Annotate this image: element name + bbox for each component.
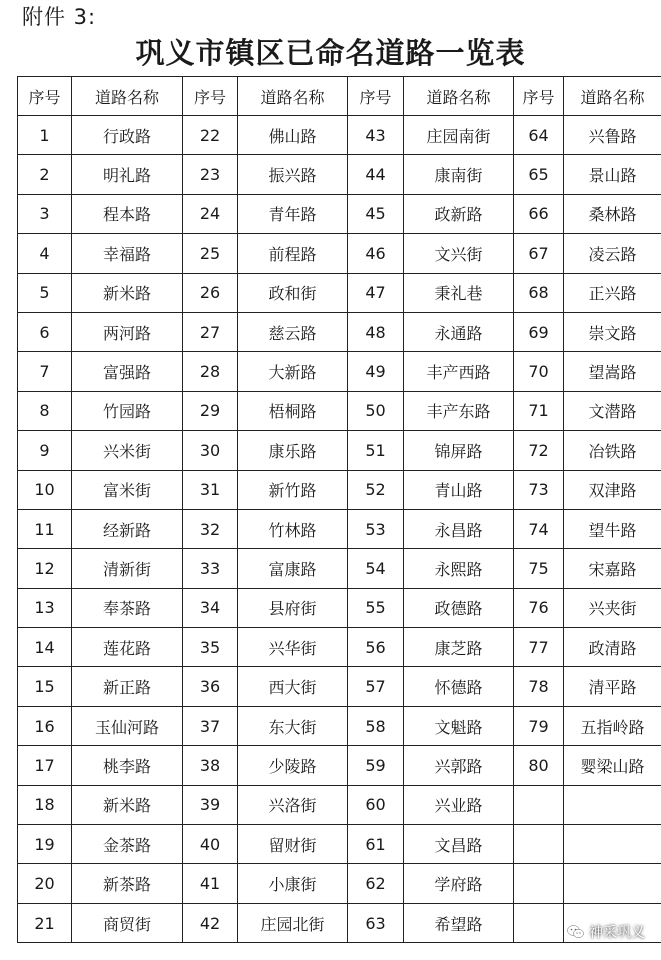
- table-row: [18, 312, 661, 351]
- road-number-cell: 57: [348, 667, 404, 706]
- road-name-cell: 永通路: [404, 312, 514, 351]
- road-name-cell: 留财街: [238, 825, 348, 864]
- road-number-cell: 59: [348, 746, 404, 785]
- road-name-cell: 崇文路: [564, 312, 661, 351]
- road-name-cell: 宋嘉路: [564, 549, 661, 588]
- column-header-number: 序号: [18, 77, 72, 116]
- road-number-cell: 43: [348, 116, 404, 155]
- road-number-cell: 31: [183, 470, 238, 509]
- road-name-cell: 竹园路: [72, 391, 183, 430]
- road-number-cell: 53: [348, 509, 404, 548]
- road-number-cell: 76: [514, 588, 564, 627]
- road-number-cell: 8: [18, 391, 72, 430]
- road-name-cell: 康南街: [404, 155, 514, 194]
- watermark-text: 神采巩义: [589, 925, 645, 941]
- road-number-cell: 2: [18, 155, 72, 194]
- road-name-cell: 正兴路: [564, 273, 661, 312]
- table-row: [18, 116, 661, 155]
- road-name-cell: 文潜路: [564, 391, 661, 430]
- road-number-cell: 1: [18, 116, 72, 155]
- column-header-road-name: 道路名称: [72, 77, 183, 116]
- road-name-cell: 新茶路: [72, 864, 183, 903]
- road-name-cell: 凌云路: [564, 234, 661, 273]
- road-name-cell: 程本路: [72, 194, 183, 233]
- road-number-cell: [514, 785, 564, 824]
- road-number-cell: 27: [183, 312, 238, 351]
- road-number-cell: 61: [348, 825, 404, 864]
- road-number-cell: 63: [348, 903, 404, 942]
- road-name-cell: 政清路: [564, 628, 661, 667]
- road-number-cell: 60: [348, 785, 404, 824]
- road-number-cell: 12: [18, 549, 72, 588]
- road-name-cell: 兴郭路: [404, 746, 514, 785]
- road-number-cell: 44: [348, 155, 404, 194]
- road-name-cell: 富强路: [72, 352, 183, 391]
- road-name-cell: 怀德路: [404, 667, 514, 706]
- road-name-cell: 希望路: [404, 903, 514, 942]
- road-name-cell: 政新路: [404, 194, 514, 233]
- road-number-cell: 73: [514, 470, 564, 509]
- road-number-cell: 56: [348, 628, 404, 667]
- table-header-row: [18, 77, 661, 116]
- road-number-cell: 7: [18, 352, 72, 391]
- road-number-cell: 13: [18, 588, 72, 627]
- road-number-cell: 40: [183, 825, 238, 864]
- road-number-cell: 21: [18, 903, 72, 942]
- table-row: [18, 588, 661, 627]
- road-number-cell: 67: [514, 234, 564, 273]
- road-number-cell: 20: [18, 864, 72, 903]
- road-name-cell: 文昌路: [404, 825, 514, 864]
- road-number-cell: 64: [514, 116, 564, 155]
- road-name-cell: 莲花路: [72, 628, 183, 667]
- road-number-cell: 48: [348, 312, 404, 351]
- road-number-cell: 35: [183, 628, 238, 667]
- road-name-cell: 庄园南街: [404, 116, 514, 155]
- road-name-cell: [564, 825, 661, 864]
- road-name-cell: 竹林路: [238, 509, 348, 548]
- road-name-cell: 桑林路: [564, 194, 661, 233]
- road-name-cell: 政德路: [404, 588, 514, 627]
- road-number-cell: 10: [18, 470, 72, 509]
- road-name-cell: 少陵路: [238, 746, 348, 785]
- table-row: [18, 155, 661, 194]
- road-number-cell: 11: [18, 509, 72, 548]
- column-header-road-name: 道路名称: [238, 77, 348, 116]
- road-number-cell: [514, 903, 564, 942]
- road-number-cell: 5: [18, 273, 72, 312]
- road-number-cell: 25: [183, 234, 238, 273]
- road-name-cell: 清新街: [72, 549, 183, 588]
- attachment-label: 附件 3:: [22, 5, 97, 29]
- road-number-cell: 58: [348, 706, 404, 745]
- road-number-cell: 51: [348, 431, 404, 470]
- road-number-cell: 17: [18, 746, 72, 785]
- road-name-cell: 东大街: [238, 706, 348, 745]
- road-number-cell: 3: [18, 194, 72, 233]
- road-number-cell: 9: [18, 431, 72, 470]
- page-title: 巩义市镇区已命名道路一览表: [135, 36, 526, 70]
- road-number-cell: 50: [348, 391, 404, 430]
- table-row: [18, 785, 661, 824]
- road-number-cell: 55: [348, 588, 404, 627]
- road-number-cell: 38: [183, 746, 238, 785]
- road-name-cell: 丰产东路: [404, 391, 514, 430]
- road-number-cell: 34: [183, 588, 238, 627]
- road-name-cell: 冶铁路: [564, 431, 661, 470]
- table-row: [18, 667, 661, 706]
- road-name-cell: 丰产西路: [404, 352, 514, 391]
- road-name-cell: 康芝路: [404, 628, 514, 667]
- road-name-cell: 双津路: [564, 470, 661, 509]
- road-name-cell: 兴夹街: [564, 588, 661, 627]
- road-number-cell: 14: [18, 628, 72, 667]
- road-name-cell: 新米路: [72, 785, 183, 824]
- road-number-cell: 16: [18, 706, 72, 745]
- road-name-cell: 振兴路: [238, 155, 348, 194]
- road-number-cell: 19: [18, 825, 72, 864]
- road-name-cell: 望牛路: [564, 509, 661, 548]
- column-header-number: 序号: [183, 77, 238, 116]
- road-name-cell: 新正路: [72, 667, 183, 706]
- road-name-cell: 新竹路: [238, 470, 348, 509]
- column-header-road-name: 道路名称: [404, 77, 514, 116]
- road-number-cell: 15: [18, 667, 72, 706]
- road-number-cell: 52: [348, 470, 404, 509]
- road-name-cell: 婴梁山路: [564, 746, 661, 785]
- table-row: [18, 746, 661, 785]
- road-number-cell: 46: [348, 234, 404, 273]
- road-number-cell: 71: [514, 391, 564, 430]
- road-number-cell: 65: [514, 155, 564, 194]
- road-name-cell: 梧桐路: [238, 391, 348, 430]
- road-name-cell: 县府街: [238, 588, 348, 627]
- road-name-cell: 兴洛街: [238, 785, 348, 824]
- road-number-cell: 6: [18, 312, 72, 351]
- road-name-cell: 幸福路: [72, 234, 183, 273]
- road-number-cell: 37: [183, 706, 238, 745]
- column-header-number: 序号: [514, 77, 564, 116]
- road-number-cell: 23: [183, 155, 238, 194]
- road-name-cell: 永熙路: [404, 549, 514, 588]
- table-row: [18, 509, 661, 548]
- road-number-cell: 74: [514, 509, 564, 548]
- table-row: [18, 825, 661, 864]
- road-name-cell: 兴米街: [72, 431, 183, 470]
- road-name-cell: [564, 785, 661, 824]
- table-row: [18, 864, 661, 903]
- road-name-cell: 清平路: [564, 667, 661, 706]
- road-name-cell: 金茶路: [72, 825, 183, 864]
- road-name-cell: 兴业路: [404, 785, 514, 824]
- road-name-cell: 文兴街: [404, 234, 514, 273]
- table-row: [18, 706, 661, 745]
- road-name-cell: 永昌路: [404, 509, 514, 548]
- road-name-cell: 桃李路: [72, 746, 183, 785]
- road-name-cell: 小康街: [238, 864, 348, 903]
- road-number-cell: 79: [514, 706, 564, 745]
- road-number-cell: 26: [183, 273, 238, 312]
- road-number-cell: 70: [514, 352, 564, 391]
- wechat-icon: [567, 925, 584, 939]
- road-number-cell: 78: [514, 667, 564, 706]
- table-row: [18, 234, 661, 273]
- road-name-cell: 富康路: [238, 549, 348, 588]
- table-row: [18, 470, 661, 509]
- table-row: [18, 352, 661, 391]
- column-header-number: 序号: [348, 77, 404, 116]
- table-row: [18, 273, 661, 312]
- road-number-cell: 69: [514, 312, 564, 351]
- road-name-cell: 青年路: [238, 194, 348, 233]
- column-header-road-name: 道路名称: [564, 77, 661, 116]
- road-name-cell: 景山路: [564, 155, 661, 194]
- table-row: [18, 903, 661, 942]
- road-name-cell: 佛山路: [238, 116, 348, 155]
- road-table: [17, 76, 661, 943]
- road-number-cell: 45: [348, 194, 404, 233]
- road-number-cell: 41: [183, 864, 238, 903]
- road-name-cell: 文魁路: [404, 706, 514, 745]
- road-number-cell: 62: [348, 864, 404, 903]
- road-name-cell: 兴鲁路: [564, 116, 661, 155]
- road-name-cell: [564, 864, 661, 903]
- road-name-cell: 兴华街: [238, 628, 348, 667]
- road-number-cell: 72: [514, 431, 564, 470]
- road-name-cell: 商贸街: [72, 903, 183, 942]
- road-name-cell: 庄园北街: [238, 903, 348, 942]
- road-name-cell: 锦屏路: [404, 431, 514, 470]
- road-number-cell: 39: [183, 785, 238, 824]
- road-number-cell: 18: [18, 785, 72, 824]
- road-number-cell: 32: [183, 509, 238, 548]
- road-number-cell: 80: [514, 746, 564, 785]
- table-row: [18, 549, 661, 588]
- road-name-cell: 经新路: [72, 509, 183, 548]
- road-number-cell: 42: [183, 903, 238, 942]
- road-name-cell: 望嵩路: [564, 352, 661, 391]
- road-number-cell: [514, 825, 564, 864]
- table-row: [18, 194, 661, 233]
- road-name-cell: 玉仙河路: [72, 706, 183, 745]
- road-name-cell: 奉茶路: [72, 588, 183, 627]
- road-name-cell: 学府路: [404, 864, 514, 903]
- road-number-cell: 77: [514, 628, 564, 667]
- road-name-cell: 政和街: [238, 273, 348, 312]
- road-number-cell: 66: [514, 194, 564, 233]
- road-number-cell: 4: [18, 234, 72, 273]
- road-name-cell: 五指岭路: [564, 706, 661, 745]
- road-number-cell: 75: [514, 549, 564, 588]
- road-name-cell: 青山路: [404, 470, 514, 509]
- road-name-cell: 康乐路: [238, 431, 348, 470]
- road-name-cell: 富米街: [72, 470, 183, 509]
- road-number-cell: 68: [514, 273, 564, 312]
- road-name-cell: 西大街: [238, 667, 348, 706]
- road-number-cell: 24: [183, 194, 238, 233]
- road-number-cell: 22: [183, 116, 238, 155]
- road-name-cell: 大新路: [238, 352, 348, 391]
- road-name-cell: 新米路: [72, 273, 183, 312]
- road-name-cell: 前程路: [238, 234, 348, 273]
- table-row: [18, 628, 661, 667]
- road-name-cell: 明礼路: [72, 155, 183, 194]
- road-name-cell: 两河路: [72, 312, 183, 351]
- road-name-cell: 行政路: [72, 116, 183, 155]
- road-name-cell: 慈云路: [238, 312, 348, 351]
- road-number-cell: 33: [183, 549, 238, 588]
- road-number-cell: 29: [183, 391, 238, 430]
- table-row: [18, 431, 661, 470]
- road-number-cell: 28: [183, 352, 238, 391]
- road-number-cell: 49: [348, 352, 404, 391]
- road-number-cell: 47: [348, 273, 404, 312]
- road-number-cell: 36: [183, 667, 238, 706]
- watermark: [567, 922, 645, 942]
- table-row: [18, 391, 661, 430]
- road-name-cell: 秉礼巷: [404, 273, 514, 312]
- road-number-cell: [514, 864, 564, 903]
- road-number-cell: 30: [183, 431, 238, 470]
- road-number-cell: 54: [348, 549, 404, 588]
